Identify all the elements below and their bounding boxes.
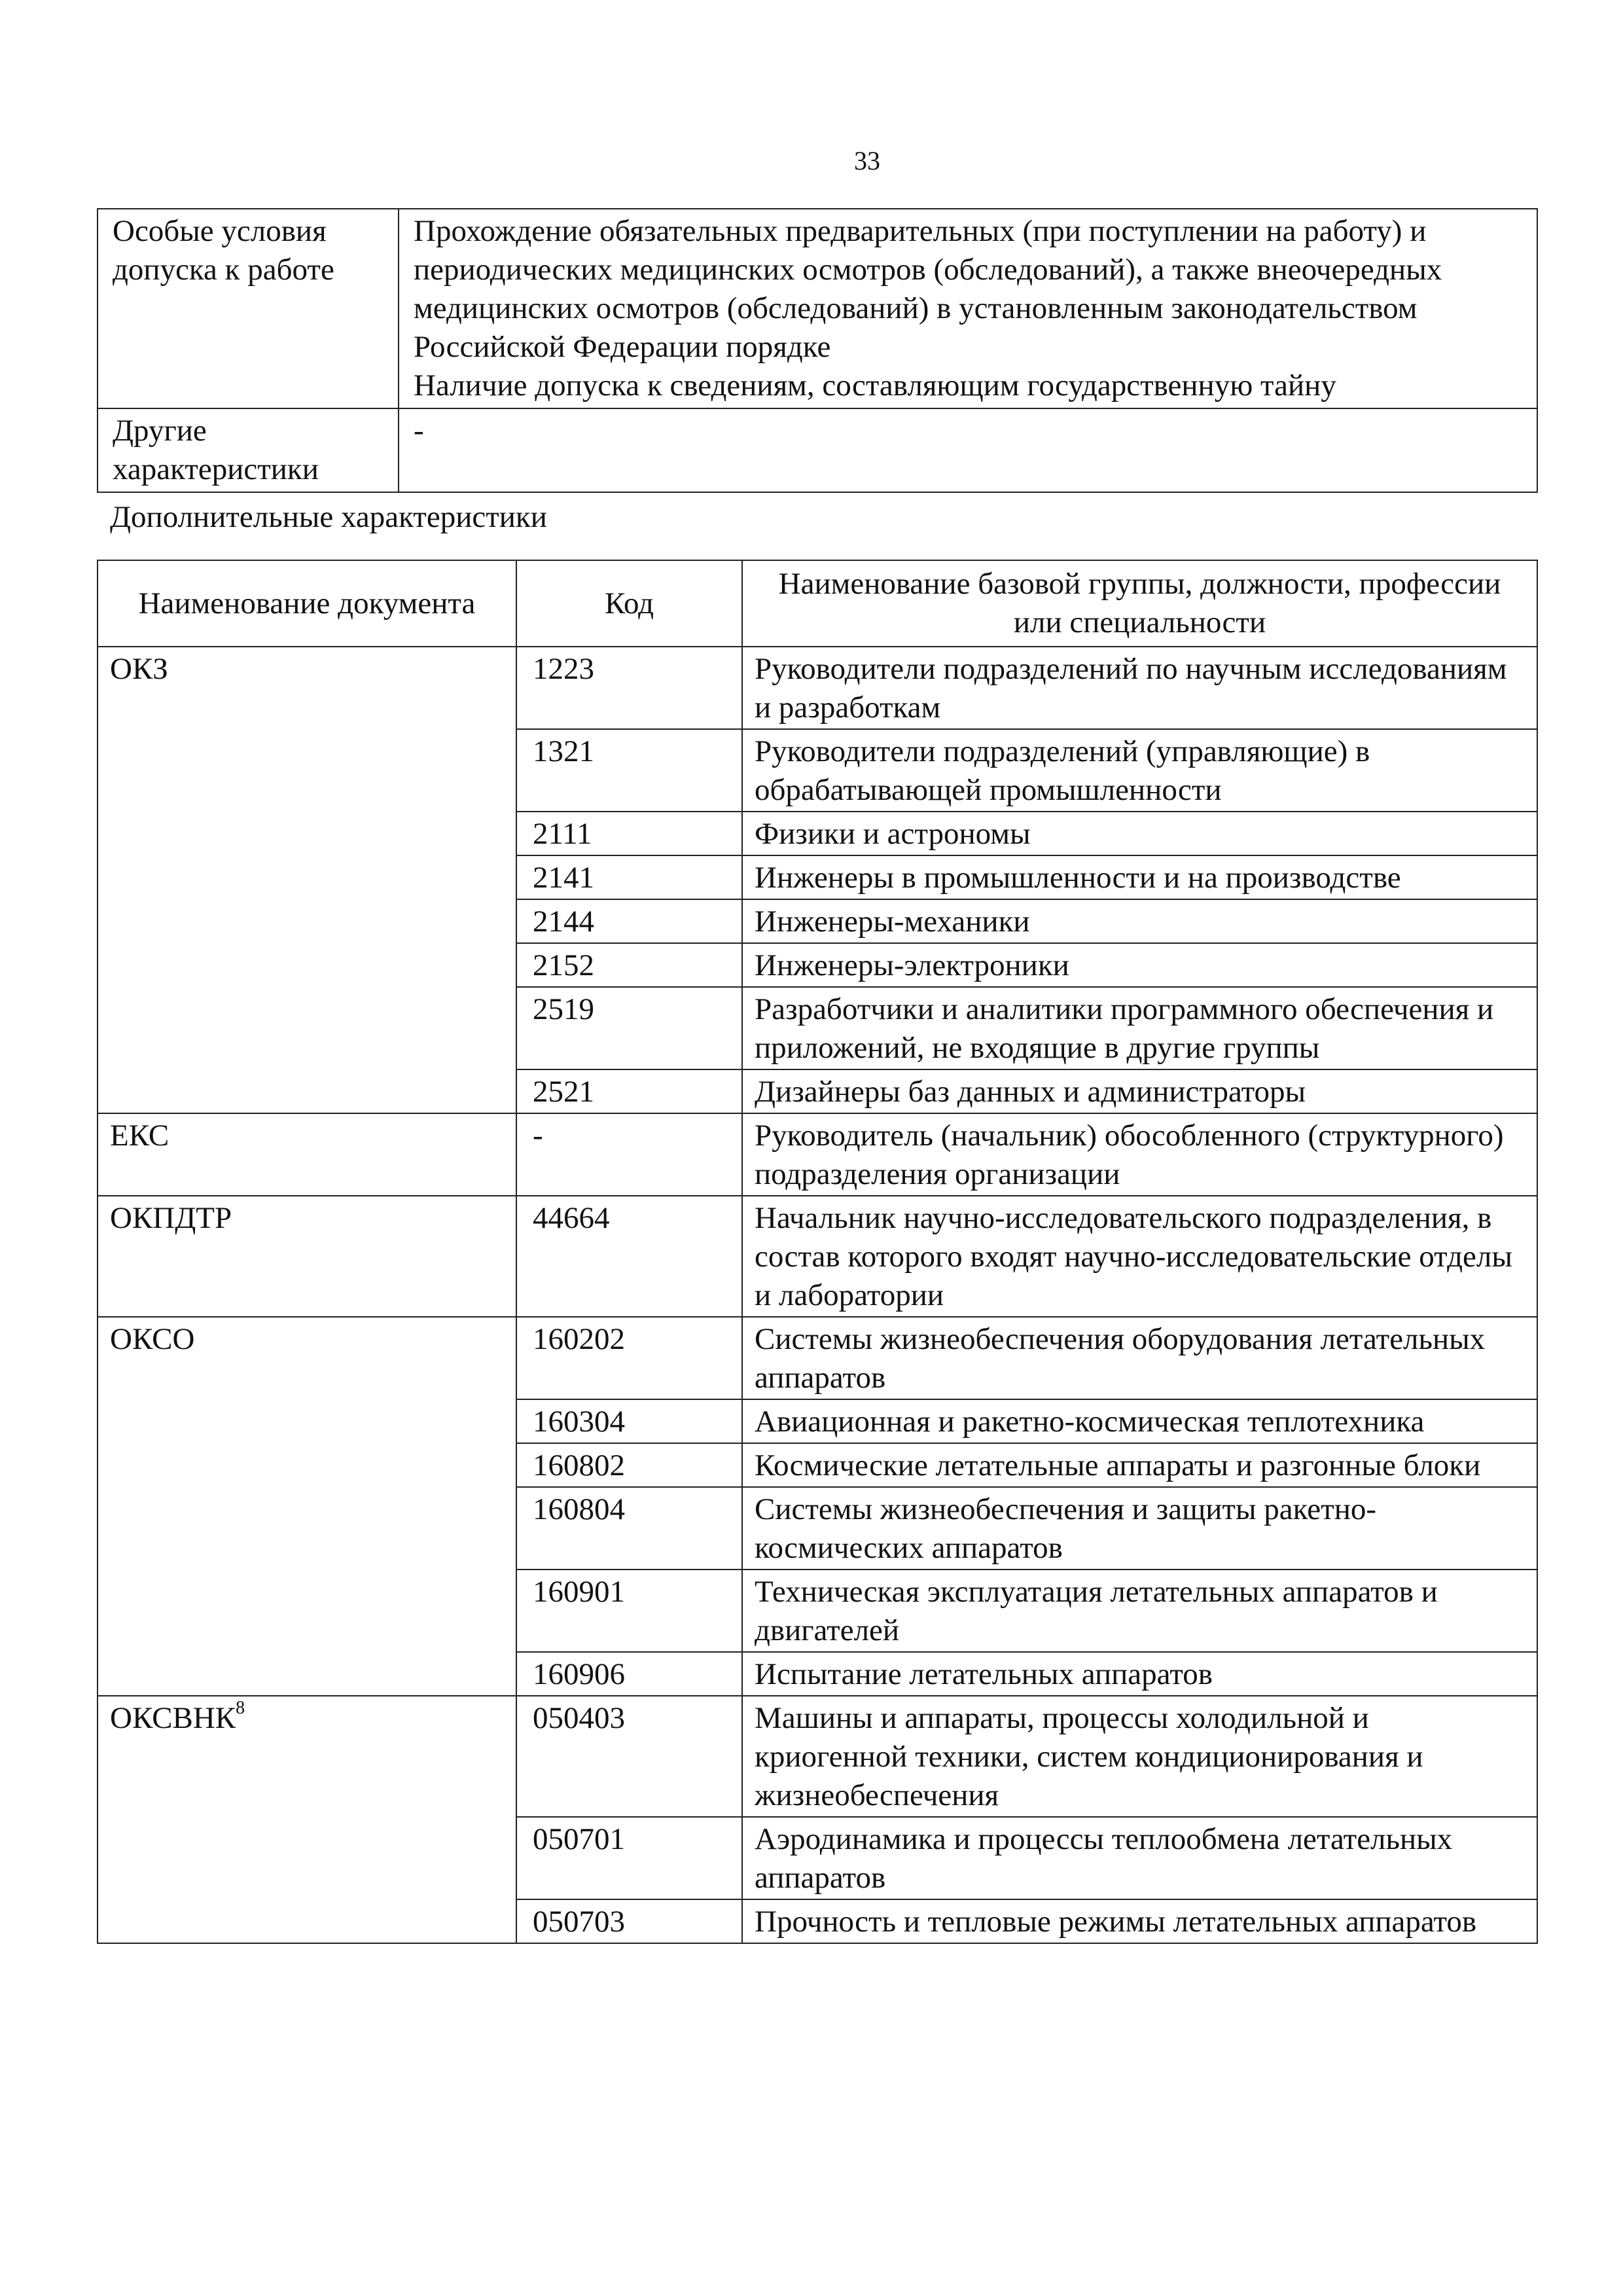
name-cell: Инженеры-механики: [742, 899, 1537, 943]
code-cell: 160202: [516, 1317, 742, 1399]
code-cell: 2152: [516, 943, 742, 987]
table-header-row: [98, 560, 1537, 647]
name-cell: Прочность и тепловые режимы летательных аппаратов: [742, 1899, 1537, 1943]
name-cell: Инженеры в промышленности и на производстве: [742, 855, 1537, 899]
code-cell: 050703: [516, 1899, 742, 1943]
section-title: Дополнительные характеристики: [110, 500, 547, 534]
header-code: Код: [516, 560, 742, 647]
conditions-table: [97, 208, 1538, 493]
table-row: [98, 1696, 1537, 1817]
conditions-value: [399, 408, 1537, 492]
document-cell: [98, 1696, 516, 1943]
header-name: Наименование базовой группы, должности, профессии или специальности: [742, 560, 1537, 647]
code-cell: 2519: [516, 987, 742, 1069]
code-cell: -: [516, 1113, 742, 1196]
name-cell: Руководители подразделений (управляющие) в обрабатывающей промышленности: [742, 729, 1537, 812]
conditions-line: Прохождение обязательных предварительных (при поступлении на работу) и периодических медицинских осмотров (обследований), а также внеочередных медицинских осмотров (обследований) в установленным законодательством Российской Федерации порядке: [414, 214, 1442, 364]
code-cell: 2144: [516, 899, 742, 943]
code-cell: 1223: [516, 647, 742, 729]
code-cell: 050403: [516, 1696, 742, 1817]
footnote-marker: 8: [236, 1698, 245, 1718]
code-cell: 050701: [516, 1817, 742, 1899]
document-cell: ЕКС: [98, 1113, 516, 1196]
name-cell: Физики и астрономы: [742, 812, 1537, 855]
conditions-line: -: [414, 414, 424, 448]
name-cell: Инженеры-электроники: [742, 943, 1537, 987]
code-cell: 1321: [516, 729, 742, 812]
table-row: [98, 1113, 1537, 1196]
name-cell: Разработчики и аналитики программного обеспечения и приложений, не входящие в другие группы: [742, 987, 1537, 1069]
page-number: 33: [854, 146, 880, 175]
conditions-row-other: [98, 408, 1537, 492]
conditions-label: Особые условия допуска к работе: [98, 209, 399, 408]
document-cell: ОКЗ: [98, 647, 516, 1113]
name-cell: Начальник научно-исследовательского подразделения, в состав которого входят научно-исследовательские отделы и лаборатории: [742, 1196, 1537, 1317]
name-cell: Дизайнеры баз данных и администраторы: [742, 1069, 1537, 1113]
document-name: ОКСВНК: [110, 1701, 236, 1735]
code-cell: 2141: [516, 855, 742, 899]
table-row: [98, 647, 1537, 729]
code-cell: 160906: [516, 1652, 742, 1696]
code-cell: 160804: [516, 1487, 742, 1570]
conditions-value: [399, 209, 1537, 408]
name-cell: Системы жизнеобеспечения и защиты ракетно-космических аппаратов: [742, 1487, 1537, 1570]
code-cell: 44664: [516, 1196, 742, 1317]
code-cell: 160802: [516, 1443, 742, 1487]
document-cell: ОКСО: [98, 1317, 516, 1696]
conditions-row-special: [98, 209, 1537, 408]
table-row: [98, 1317, 1537, 1399]
table-row: [98, 1196, 1537, 1317]
name-cell: Авиационная и ракетно-космическая теплотехника: [742, 1399, 1537, 1443]
document-cell: ОКПДТР: [98, 1196, 516, 1317]
name-cell: Руководитель (начальник) обособленного (структурного) подразделения организации: [742, 1113, 1537, 1196]
header-document: Наименование документа: [98, 560, 516, 647]
conditions-label: Другие характеристики: [98, 408, 399, 492]
additional-characteristics-table: [97, 560, 1538, 1944]
code-cell: 2111: [516, 812, 742, 855]
name-cell: Машины и аппараты, процессы холодильной и криогенной техники, систем кондиционирования и жизнеобеспечения: [742, 1696, 1537, 1817]
code-cell: 160901: [516, 1570, 742, 1652]
name-cell: Космические летательные аппараты и разгонные блоки: [742, 1443, 1537, 1487]
code-cell: 160304: [516, 1399, 742, 1443]
name-cell: Техническая эксплуатация летательных аппаратов и двигателей: [742, 1570, 1537, 1652]
name-cell: Системы жизнеобеспечения оборудования летательных аппаратов: [742, 1317, 1537, 1399]
code-cell: 2521: [516, 1069, 742, 1113]
name-cell: Руководители подразделений по научным исследованиям и разработкам: [742, 647, 1537, 729]
conditions-line: Наличие допуска к сведениям, составляющим государственную тайну: [414, 368, 1336, 403]
name-cell: Аэродинамика и процессы теплообмена летательных аппаратов: [742, 1817, 1537, 1899]
name-cell: Испытание летательных аппаратов: [742, 1652, 1537, 1696]
